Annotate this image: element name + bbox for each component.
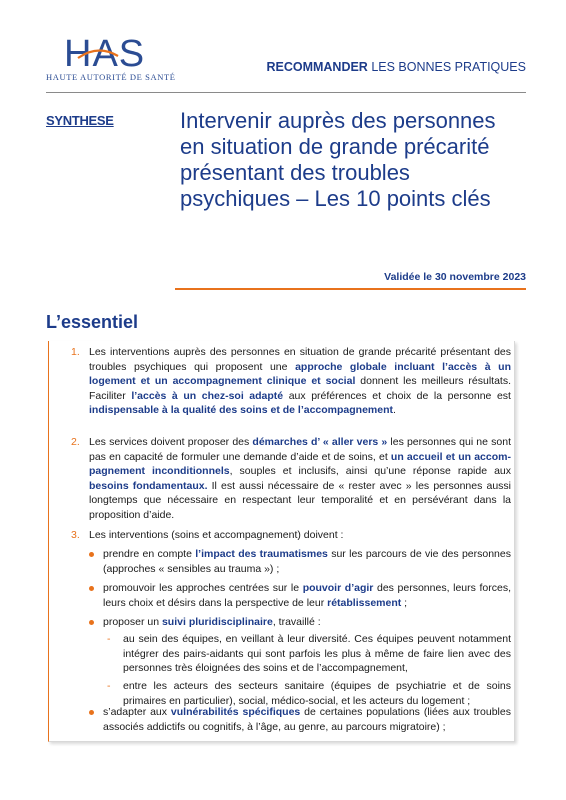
bullet-text xyxy=(103,581,511,610)
bullet-text xyxy=(103,705,511,734)
body-text: aux préférences et choix de la personne est xyxy=(283,389,511,402)
body-text: sur les parcours de vie des personnes (approches « sensibles au trauma ») ; xyxy=(103,548,511,575)
header-divider xyxy=(46,92,526,93)
validation-date: Validée le 30 novembre 2023 xyxy=(384,271,526,283)
body-text: prendre en compte xyxy=(103,548,196,560)
key-point-1 xyxy=(71,345,511,418)
bullet-item xyxy=(89,547,511,576)
logo-subtitle: HAUTE AUTORITÉ DE SANTÉ xyxy=(46,72,176,82)
key-point-2 xyxy=(71,435,511,522)
sub-bullet-text xyxy=(123,632,511,676)
highlight-text: vulnérabilités spécifiques xyxy=(170,706,301,718)
body-text: Les interventions auprès des personnes en situation de grande précarité présentant des troubles psychiques qui proposent une xyxy=(89,346,511,373)
highlight-text: indispensable à la qualité des soins et de l’accompagnement xyxy=(89,404,394,416)
sub-bullet-text xyxy=(123,679,511,708)
body-text: ; xyxy=(401,596,408,609)
point-number: 1. xyxy=(71,346,80,358)
bullet-dot-icon xyxy=(89,620,94,625)
body-text: entre les acteurs des secteurs sanitaire (équipes de psychiatrie et de soins primaires en particulier), social, médico-social, et les acteurs du logement ; xyxy=(123,680,511,707)
logo-letters: HAS xyxy=(64,33,146,75)
body-text: , travaillé : xyxy=(272,616,321,628)
body-text: de certaines populations (liées aux troubles associés addictifs ou cognitifs, à l’âge, au genre, au parcours migratoire) ; xyxy=(103,706,511,733)
header-category-rest: LES BONNES PRATIQUES xyxy=(367,60,526,74)
key-point-3 xyxy=(71,528,511,543)
section-title: L’essentiel xyxy=(46,312,139,332)
body-text: promouvoir les approches centrées sur le xyxy=(103,582,303,594)
body-text: . xyxy=(393,404,396,416)
bullet-dot-icon xyxy=(89,710,94,715)
bullet-dot-icon xyxy=(89,586,94,591)
body-text: donnent les meilleurs résultats. Faciliter xyxy=(89,375,512,402)
point-text xyxy=(89,435,511,522)
key-points-box xyxy=(48,341,515,742)
document-title: Intervenir auprès des personnes en situation de grande précarité présentant des troubles psychiques – Les 10 points clés xyxy=(180,108,496,211)
bullet-item xyxy=(89,615,511,630)
sub-bullet-dash-icon: - xyxy=(107,680,111,692)
bullet-text xyxy=(103,547,511,576)
bullet-dot-icon xyxy=(89,552,94,557)
body-text: Les interventions (soins et accompagnement) doivent : xyxy=(89,529,344,541)
highlight-text: rétablissement xyxy=(327,596,402,609)
logo-swoosh-icon xyxy=(76,46,120,62)
point-text xyxy=(89,345,511,418)
bullet-item xyxy=(89,581,511,610)
highlight-text: pouvoir d’agir xyxy=(302,582,374,594)
highlight-text: approche globale incluant l’accès à un logement et un accompagnement clinique et social xyxy=(89,360,511,387)
highlight-text: suivi pluridisciplinaire xyxy=(161,616,273,628)
highlight-text: un accueil et un accompagnement inconditionnels xyxy=(89,450,511,477)
body-text: des personnes, leurs forces, leurs choix et désirs dans la perspective de leur xyxy=(103,582,511,609)
header-category-strong: RECOMMANDER xyxy=(266,60,368,74)
sub-bullet-dash-icon: - xyxy=(107,633,111,645)
highlight-text: démarches d’ « aller vers » xyxy=(252,436,388,448)
point-text xyxy=(89,528,511,543)
has-logo xyxy=(46,34,186,84)
body-text: s’adapter aux xyxy=(103,706,171,718)
point-number: 2. xyxy=(71,436,80,448)
bullet-item xyxy=(89,705,511,734)
body-text: , souples et inclusifs, ainsi qu’une réponse rapide aux xyxy=(229,465,511,477)
sub-bullet-item xyxy=(107,679,511,708)
body-text: Les services doivent proposer des xyxy=(89,436,253,448)
bullet-text xyxy=(103,615,511,630)
body-text: les personnes qui ne sont pas en capacité de formuler une demande d’aide et de soins, et xyxy=(89,436,511,463)
highlight-text: l’impact des traumatismes xyxy=(195,548,328,560)
header-category xyxy=(266,60,526,74)
highlight-text: besoins fondamentaux. xyxy=(89,479,208,492)
doc-type-label: SYNTHESE xyxy=(46,113,114,128)
highlight-text: l’accès à un chez-soi adapté xyxy=(131,389,284,402)
body-text: au sein des équipes, en veillant à leur diversité. Ces équipes peuvent notamment intégrer des pairs-aidants qui sont parfois les plus à même de faire lien avec des personnes très éloignées des soins et de l’accompagnement, xyxy=(123,633,511,674)
body-text: proposer un xyxy=(103,616,162,628)
body-text: Il est aussi nécessaire de « rester avec » les personnes aussi longtemps que nécessaire en respectant leur temporalité et en persévérant dans la proposition d’aide. xyxy=(89,479,511,521)
point-number: 3. xyxy=(71,529,80,541)
sub-bullet-item xyxy=(107,632,511,676)
title-divider xyxy=(175,288,526,290)
